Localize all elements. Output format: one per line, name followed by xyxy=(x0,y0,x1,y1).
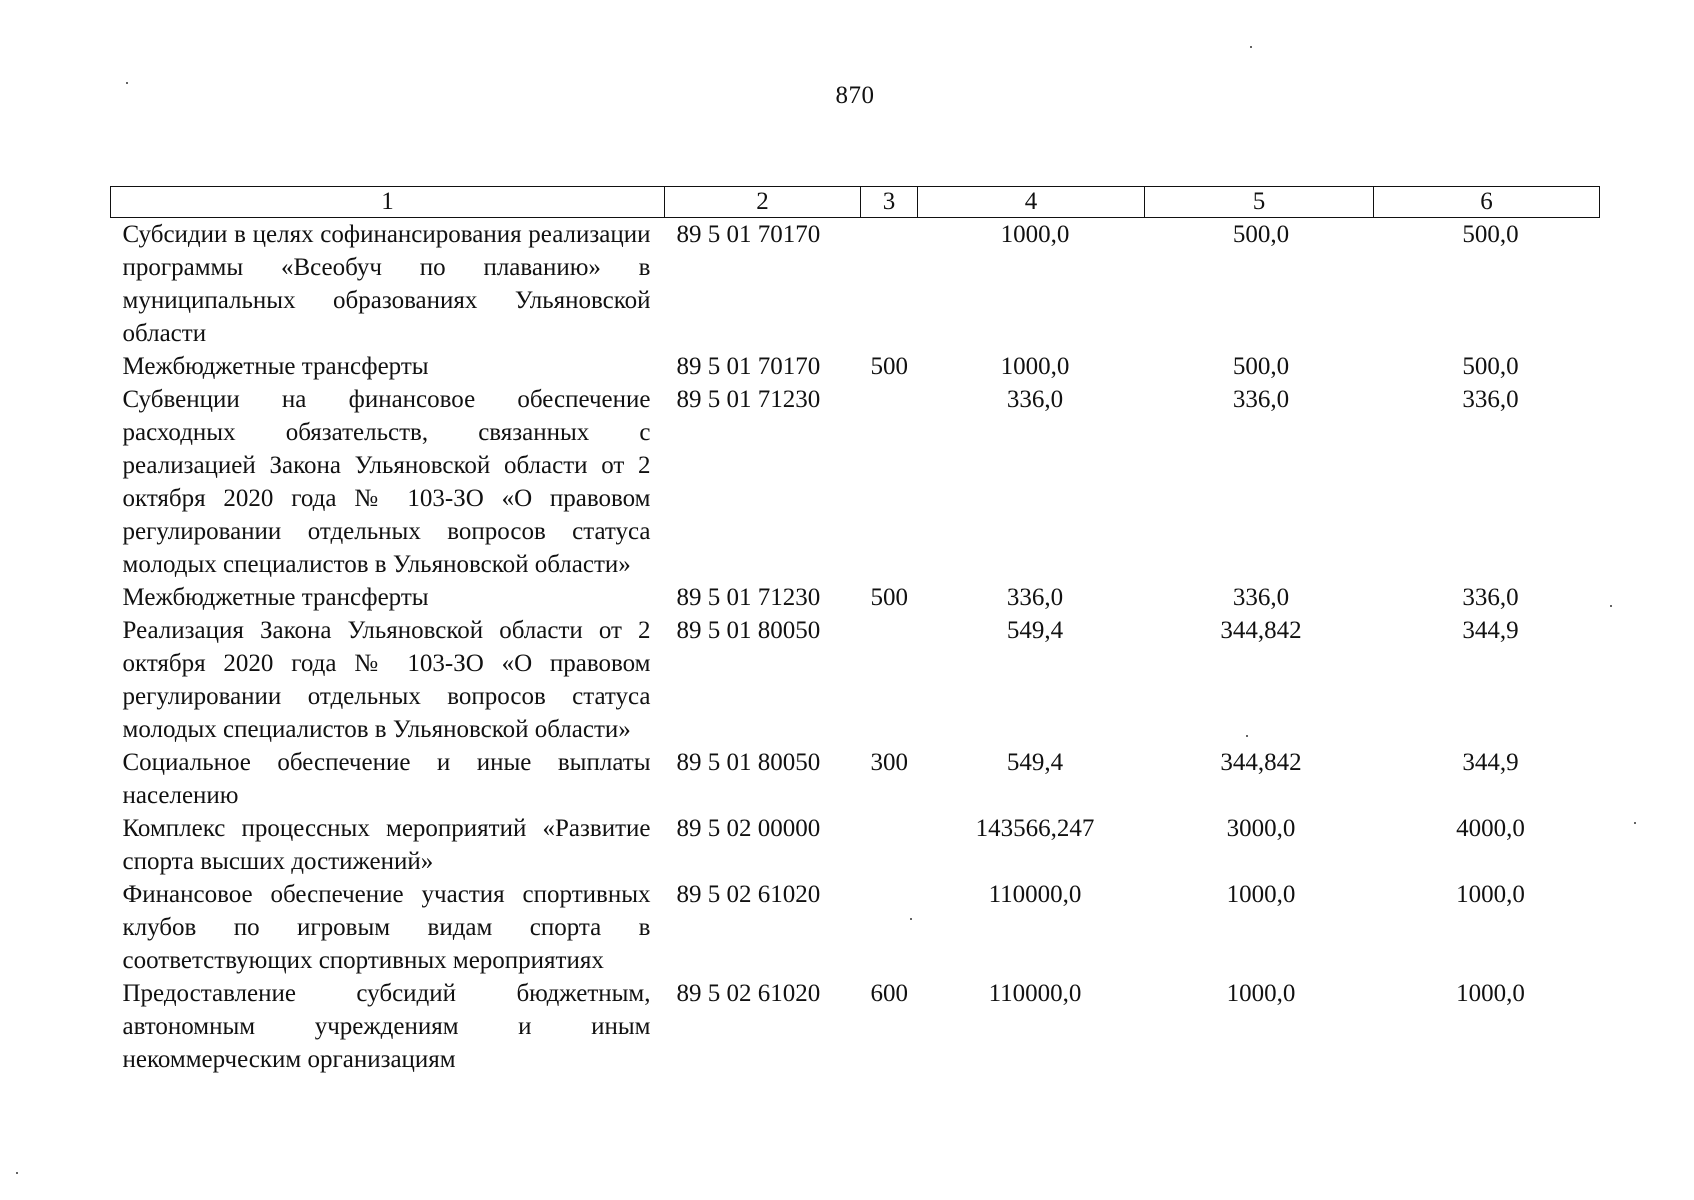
row-expense-type xyxy=(861,812,918,878)
page-number: 870 xyxy=(835,82,875,109)
row-value-col5: 336,0 xyxy=(1232,386,1290,413)
row-value-col6: 344,9 xyxy=(1462,617,1519,644)
table-row xyxy=(111,350,1600,383)
scan-speck xyxy=(1634,822,1636,824)
row-code: 89 5 01 71230 xyxy=(676,584,821,611)
row-expense-type xyxy=(861,878,918,977)
row-code: 89 5 02 00000 xyxy=(676,815,821,842)
table-row xyxy=(111,878,1600,977)
row-code: 89 5 01 80050 xyxy=(676,617,821,644)
row-name: Реализация Закона Ульяновской области от 2 октября 2020 года № 103-ЗО «О правовом регулировании отдельных вопросов статуса молодых специалистов в Ульяновской области» xyxy=(122,617,651,743)
table-row xyxy=(111,614,1600,746)
row-expense-type xyxy=(861,614,918,746)
table-row xyxy=(111,746,1600,812)
scan-speck xyxy=(16,1172,18,1174)
row-code: 89 5 01 80050 xyxy=(676,749,821,776)
row-name: Финансовое обеспечение участия спортивных клубов по игровым видам спорта в соответствующих спортивных мероприятиях xyxy=(122,881,651,974)
row-code: 89 5 01 71230 xyxy=(676,386,821,413)
scan-speck xyxy=(1250,46,1252,48)
row-name: Субсидии в целях софинансирования реализации программы «Всеобуч по плаванию» в муниципальных образованиях Ульяновской области xyxy=(122,221,651,347)
row-value-col5: 500,0 xyxy=(1232,221,1290,248)
row-expense-type xyxy=(861,218,918,351)
row-code: 89 5 01 70170 xyxy=(676,221,821,248)
row-value-col6: 4000,0 xyxy=(1456,815,1525,842)
row-value-col6: 1000,0 xyxy=(1456,980,1525,1007)
row-value-col4: 549,4 xyxy=(1006,617,1064,644)
table-row xyxy=(111,581,1600,614)
column-header: 6 xyxy=(1374,187,1600,218)
row-value-col5: 500,0 xyxy=(1232,353,1290,380)
row-name: Предоставление субсидий бюджетным, автономным учреждениям и иным некоммерческим организациям xyxy=(122,980,651,1073)
budget-table xyxy=(110,186,1600,1076)
row-code: 89 5 01 70170 xyxy=(676,353,821,380)
row-value-col6: 344,9 xyxy=(1462,749,1519,776)
row-value-col6: 336,0 xyxy=(1462,584,1519,611)
row-name: Социальное обеспечение и иные выплаты населению xyxy=(122,749,651,809)
column-header: 4 xyxy=(918,187,1145,218)
row-value-col4: 143566,247 xyxy=(975,815,1095,842)
table-row xyxy=(111,812,1600,878)
column-header: 1 xyxy=(111,187,665,218)
scan-speck xyxy=(1610,605,1612,607)
row-value-col4: 1000,0 xyxy=(1000,221,1070,248)
row-value-col4: 336,0 xyxy=(1006,386,1064,413)
row-value-col5: 344,842 xyxy=(1220,749,1302,776)
row-value-col4: 549,4 xyxy=(1006,749,1064,776)
row-value-col6: 1000,0 xyxy=(1456,881,1525,908)
scan-speck xyxy=(126,82,128,84)
table-row xyxy=(111,977,1600,1076)
row-name: Субвенции на финансовое обеспечение расходных обязательств, связанных с реализацией Закона Ульяновской области от 2 октября 2020 года № 103-ЗО «О правовом регулировании отдельных вопросов статуса молодых специалистов в Ульяновской области» xyxy=(122,386,651,578)
row-value-col5: 3000,0 xyxy=(1226,815,1296,842)
row-code: 89 5 02 61020 xyxy=(676,980,821,1007)
row-code: 89 5 02 61020 xyxy=(676,881,821,908)
row-value-col5: 344,842 xyxy=(1220,617,1302,644)
row-expense-type: 500 xyxy=(870,584,908,611)
row-value-col6: 336,0 xyxy=(1462,386,1519,413)
row-value-col5: 1000,0 xyxy=(1226,980,1296,1007)
row-value-col5: 336,0 xyxy=(1232,584,1290,611)
table-row xyxy=(111,218,1600,351)
column-header: 2 xyxy=(665,187,861,218)
row-expense-type xyxy=(861,383,918,581)
row-value-col4: 1000,0 xyxy=(1000,353,1070,380)
row-expense-type: 600 xyxy=(870,980,908,1007)
row-name: Межбюджетные трансферты xyxy=(122,584,429,611)
row-name: Межбюджетные трансферты xyxy=(122,353,429,380)
row-value-col4: 336,0 xyxy=(1006,584,1064,611)
row-expense-type: 500 xyxy=(870,353,908,380)
row-value-col6: 500,0 xyxy=(1462,221,1519,248)
row-value-col4: 110000,0 xyxy=(988,881,1082,908)
row-value-col5: 1000,0 xyxy=(1226,881,1296,908)
column-header: 5 xyxy=(1145,187,1374,218)
row-name: Комплекс процессных мероприятий «Развитие спорта высших достижений» xyxy=(122,815,651,875)
row-value-col4: 110000,0 xyxy=(988,980,1082,1007)
table-header-row xyxy=(111,187,1600,218)
table-row xyxy=(111,383,1600,581)
column-header: 3 xyxy=(861,187,918,218)
row-value-col6: 500,0 xyxy=(1462,353,1519,380)
row-expense-type: 300 xyxy=(870,749,908,776)
